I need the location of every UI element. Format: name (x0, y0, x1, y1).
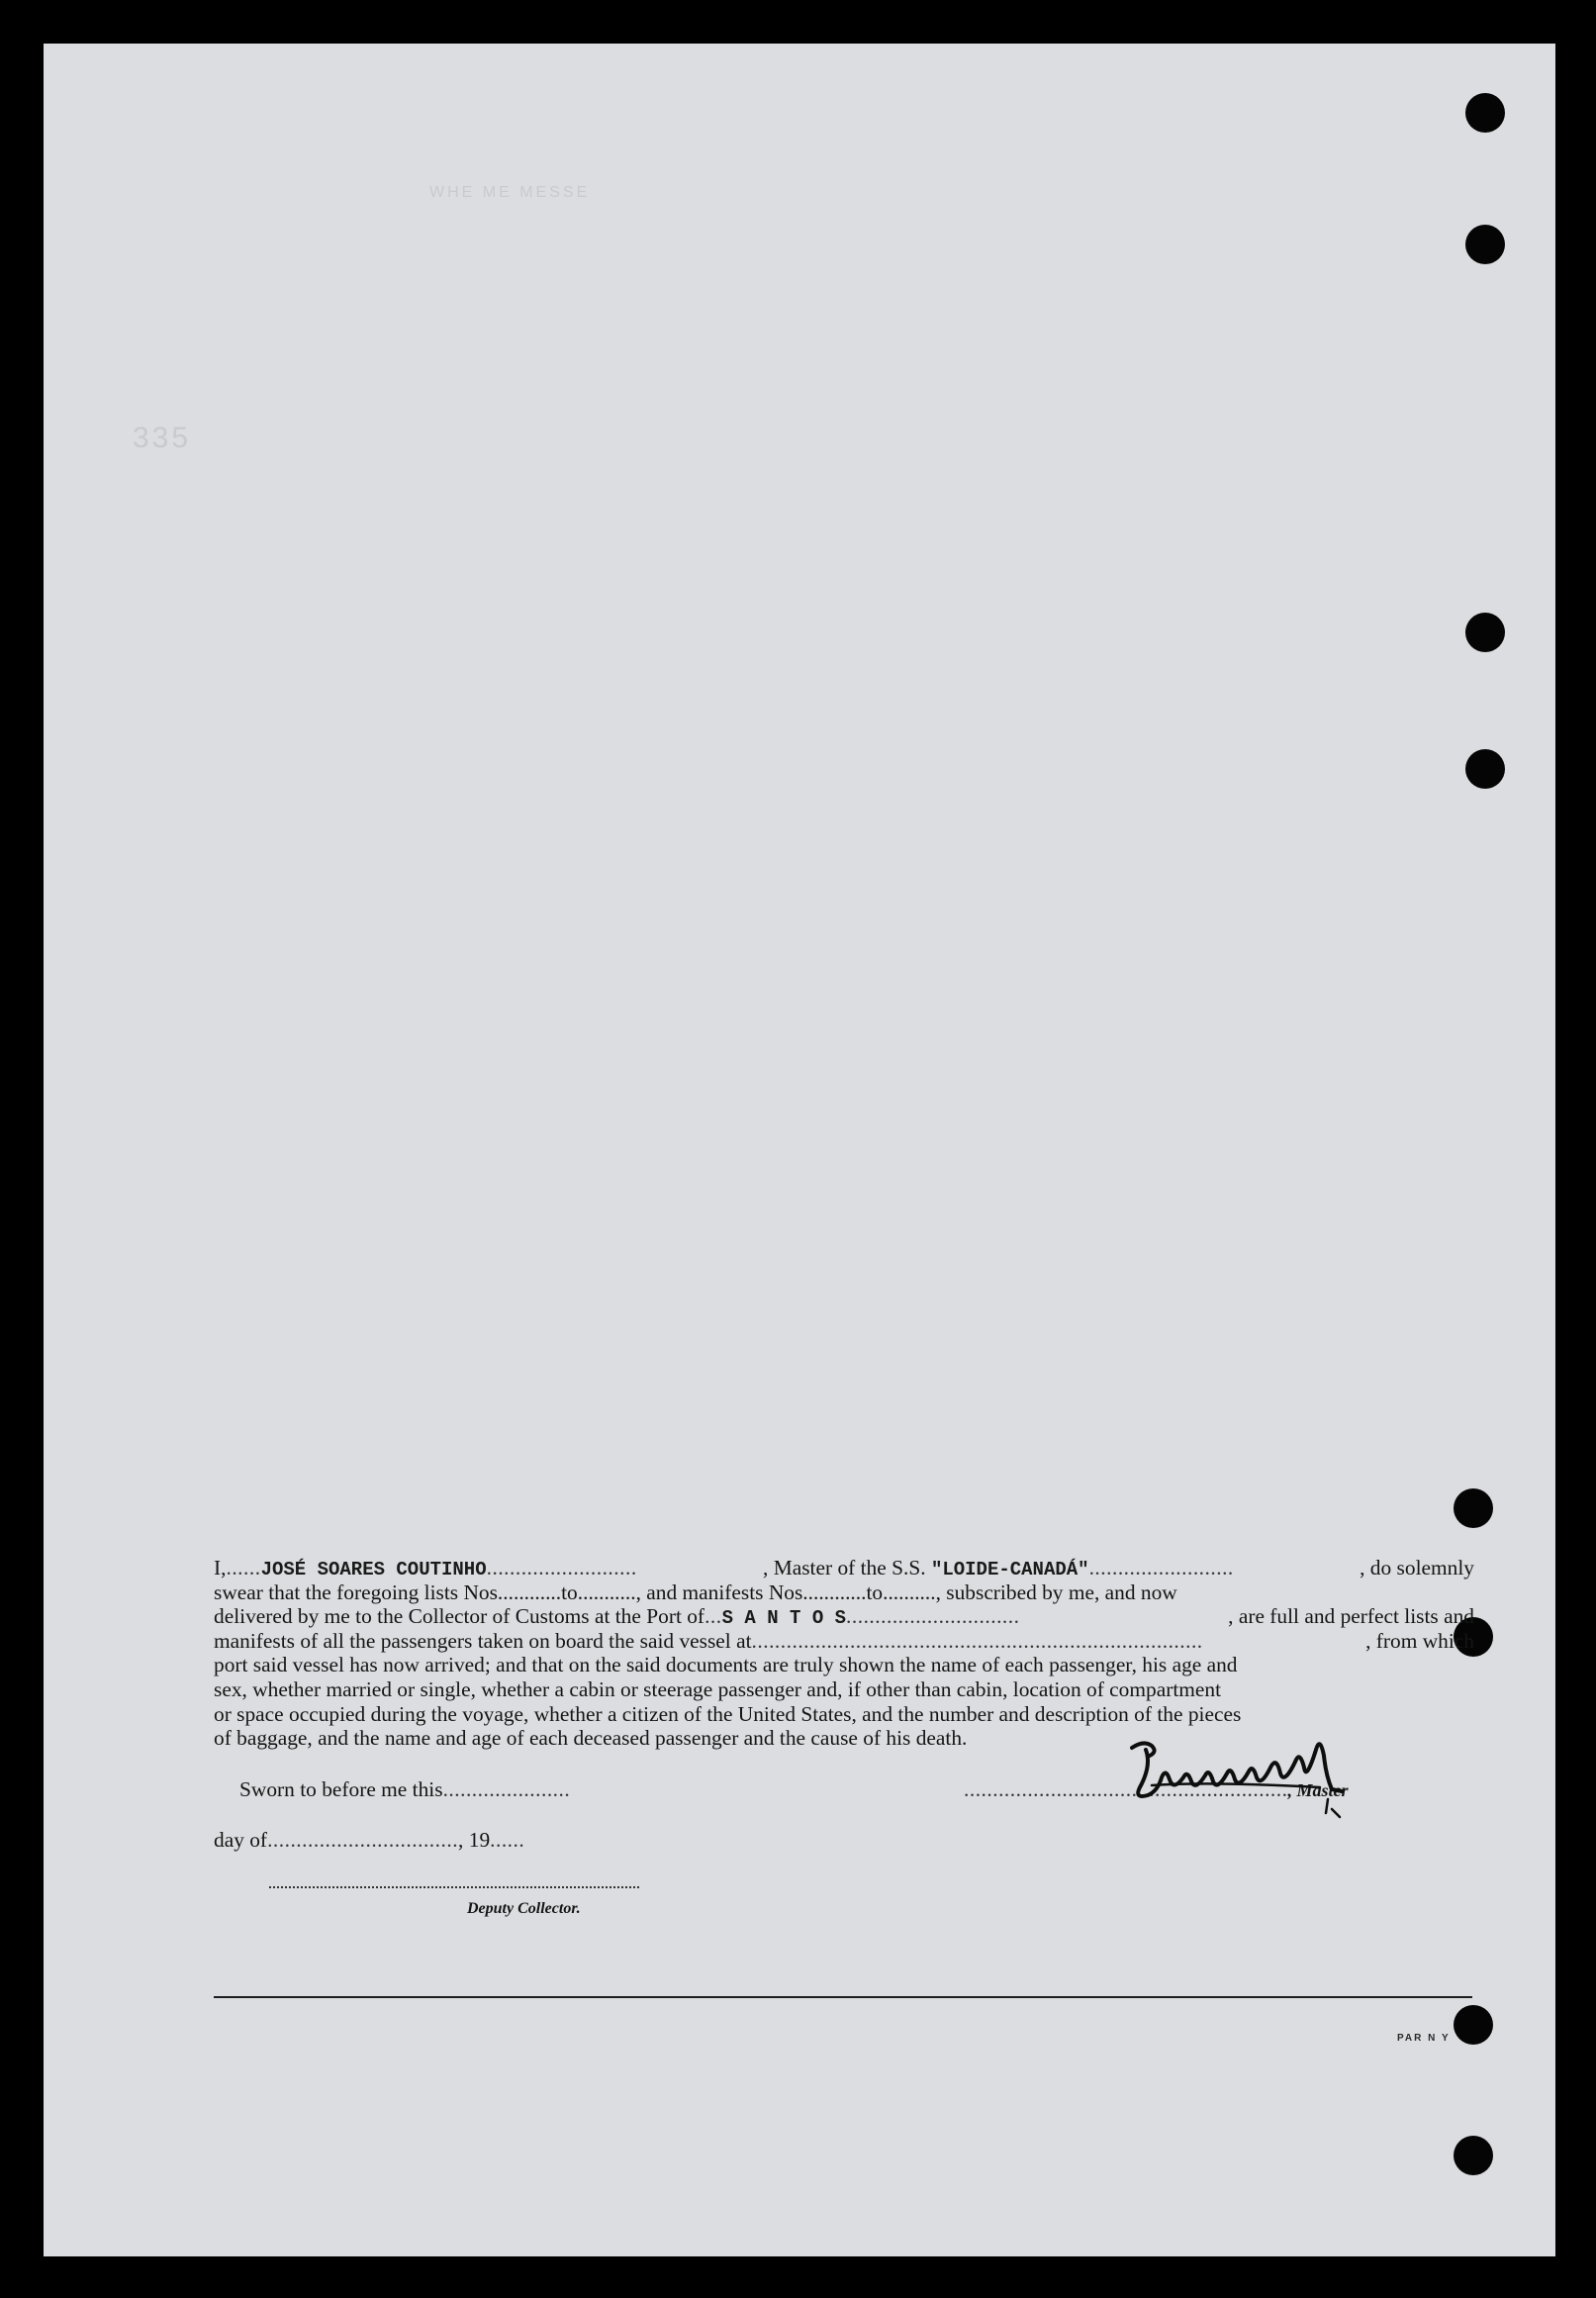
oath-paragraph (214, 1556, 1474, 1751)
oath-line-8-text: of baggage, and the name and age of each deceased passenger and the cause of his death. (214, 1726, 968, 1751)
oath-line-3-suffix: , are full and perfect lists and (1228, 1604, 1474, 1629)
oath-line-7-text: or space occupied during the voyage, whether a citizen of the United States, and the number and description of the pieces (214, 1701, 1242, 1726)
master-dots: ........................................................ (964, 1777, 1288, 1801)
deputy-collector-signature-line (269, 1886, 639, 1888)
faint-bleed-text: WHE ME MESSE (429, 184, 591, 201)
year-label: , 19 (458, 1828, 491, 1852)
oath-line-4-prefix: manifests of all the passengers taken on board the said vessel at.............................................................................. (214, 1628, 1203, 1653)
binder-hole-1 (1465, 93, 1505, 133)
oath-line-1-prefix: I,......JOSÉ SOARES COUTINHO.......................... (214, 1556, 637, 1580)
bottom-horizontal-rule (214, 1996, 1472, 1998)
sworn-dots: ...................... (442, 1777, 571, 1801)
sworn-label: Sworn to before me this (239, 1777, 443, 1801)
binder-hole-7 (1454, 2005, 1493, 2045)
printer-mark: PAR N Y (1397, 2033, 1451, 2044)
binder-hole-8 (1454, 2136, 1493, 2175)
oath-line-4 (214, 1629, 1474, 1654)
oath-line-5-text: port said vessel has now arrived; and that on the said documents are truly shown the name of each passenger, his age and (214, 1653, 1238, 1677)
oath-line-1-middle: , Master of the S.S. "LOIDE-CANADÁ"......................... (763, 1556, 1234, 1580)
oath-line-1-suffix: , do solemnly (1360, 1556, 1474, 1580)
day-of-line (214, 1828, 524, 1853)
oath-line-4-suffix: , from which (1365, 1628, 1474, 1653)
oath-line-6-text: sex, whether married or single, whether a cabin or steerage passenger and, if other than cabin, location of compartment (214, 1676, 1222, 1701)
oath-line-2-text: swear that the foregoing lists Nos............to..........., and manifests Nos............to.........., subscribed by me, and now (214, 1580, 1177, 1604)
binder-hole-2 (1465, 225, 1505, 264)
year-dots: ...... (490, 1828, 525, 1852)
master-handwritten-signature (1122, 1726, 1419, 1835)
binder-hole-5 (1454, 1488, 1493, 1528)
document-page (44, 44, 1555, 2256)
oath-line-1 (214, 1556, 1474, 1580)
deputy-collector-label: Deputy Collector. (467, 1900, 581, 1917)
oath-line-6 (214, 1677, 1474, 1702)
day-of-dots: ................................. (267, 1828, 459, 1852)
vessel-name: "LOIDE-CANADÁ" (930, 1559, 1089, 1580)
faint-bleed-number: 335 (133, 422, 192, 454)
port-name: S A N T O S (721, 1607, 847, 1630)
day-of-label: day of (214, 1828, 268, 1852)
oath-line-3-prefix: delivered by me to the Collector of Customs at the Port of...S A N T O S.............................. (214, 1604, 1020, 1630)
oath-line-2 (214, 1580, 1474, 1605)
oath-line-3 (214, 1604, 1474, 1629)
binder-hole-3 (1465, 613, 1505, 652)
binder-hole-4 (1465, 749, 1505, 789)
master-label: , Master (1287, 1780, 1349, 1800)
master-name: JOSÉ SOARES COUTINHO (260, 1559, 487, 1580)
oath-line-7 (214, 1702, 1474, 1727)
sworn-before-line (239, 1777, 570, 1802)
oath-line-5 (214, 1653, 1474, 1677)
